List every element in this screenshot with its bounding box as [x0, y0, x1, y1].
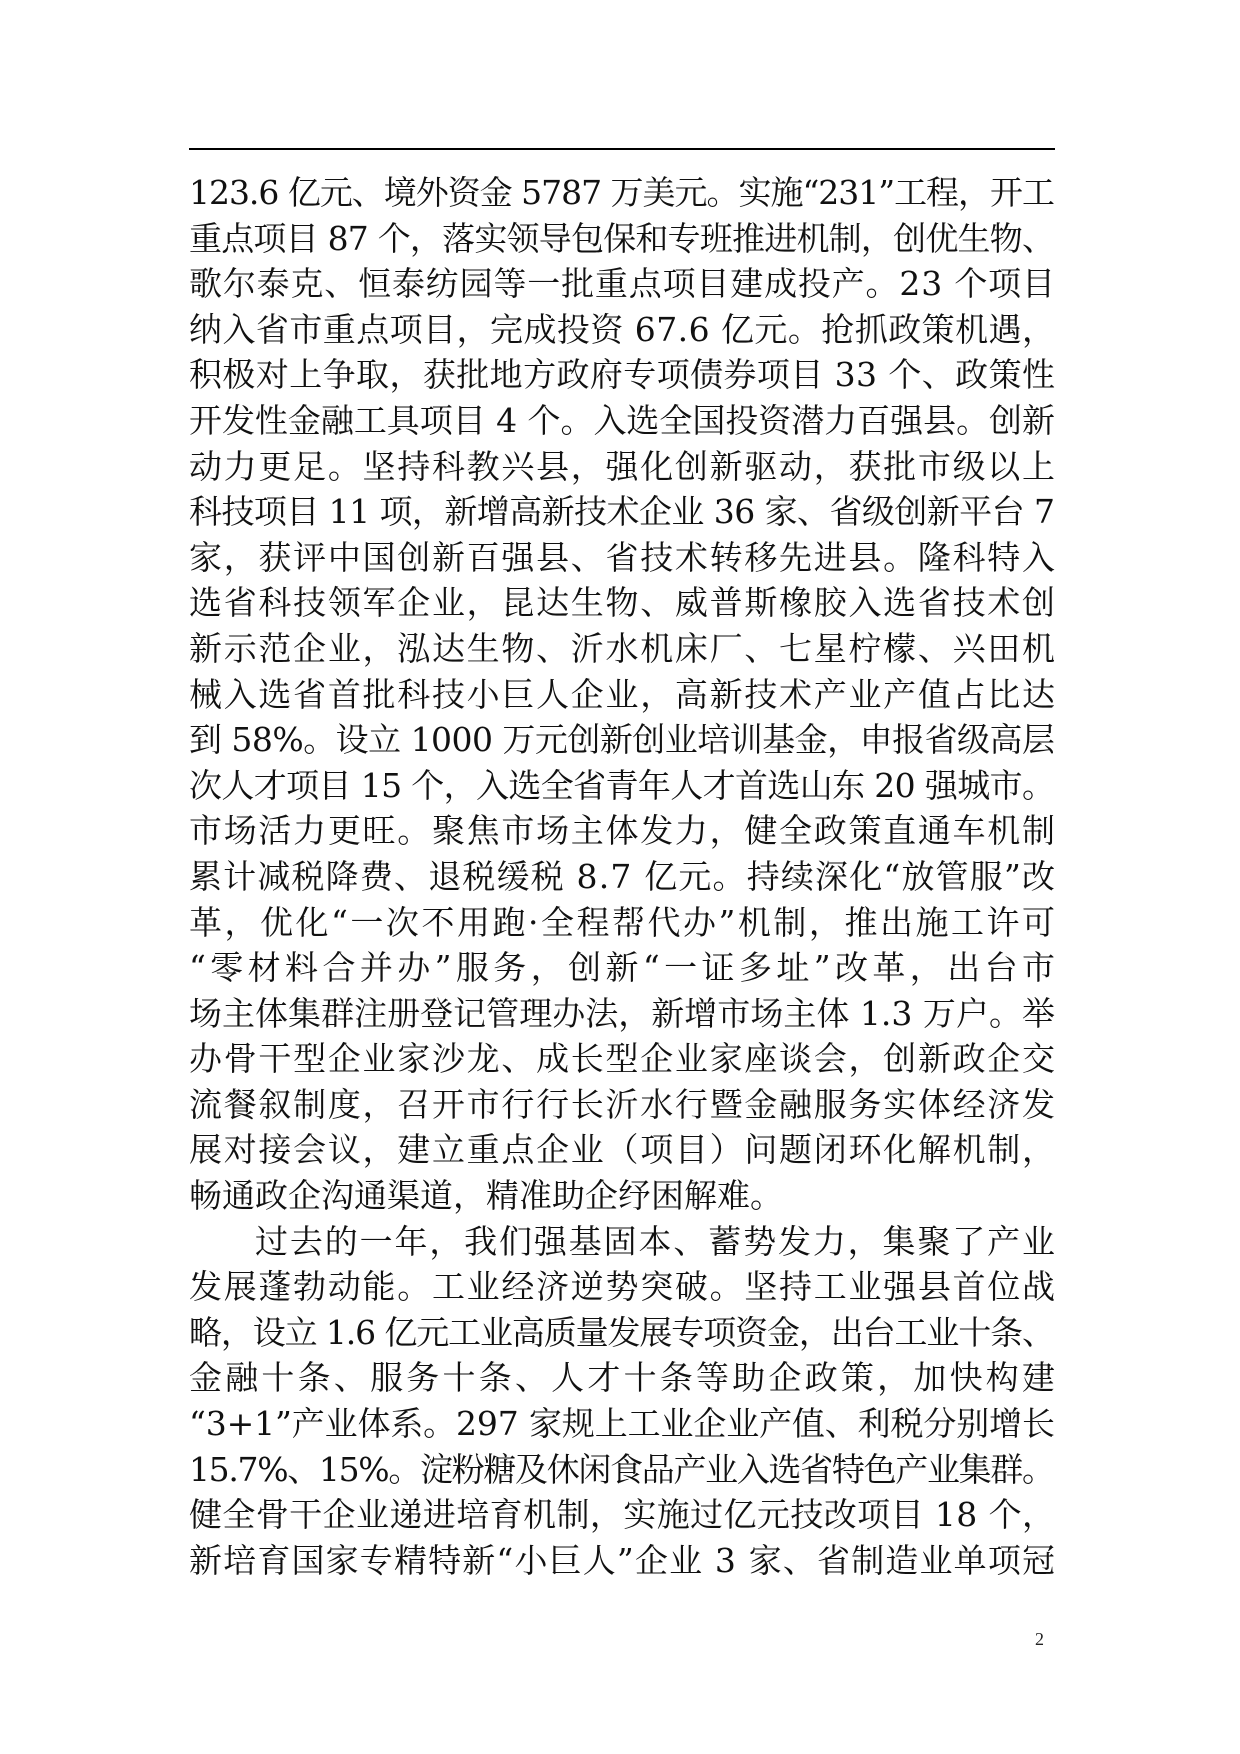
text-line: 健全骨干企业递进培育机制，实施过亿元技改项目 18 个，: [189, 1495, 1056, 1535]
text-line: 畅通政企沟通渠道，精准助企纾困解难。: [189, 1176, 783, 1216]
text-line: 金融十条、服务十条、人才十条等助企政策，加快构建: [189, 1358, 1059, 1398]
text-line: 累计减税降费、退税缓税 8.7 亿元。持续深化“放管服”改: [189, 856, 1057, 896]
text-line: 市场活力更旺。聚焦市场主体发力，健全政策直通车机制: [189, 811, 1057, 851]
text-line: 积极对上争取，获批地方政府专项债券项目 33 个、政策性: [189, 355, 1056, 395]
text-line: 歌尔泰克、恒泰纺园等一批重点项目建成投产。23 个项目: [189, 264, 1056, 304]
text-line: 选省科技领军企业，昆达生物、威普斯橡胶入选省技术创: [189, 583, 1057, 623]
page-number: 2: [1035, 1629, 1044, 1649]
text-line: 略，设立 1.6 亿元工业高质量发展专项资金，出台工业十条、: [189, 1312, 1054, 1352]
text-line: 家，获评中国创新百强县、省技术转移先进县。隆科特入: [189, 537, 1057, 577]
text-line: 15.7%、15%。淀粉糖及休闲食品产业入选省特色产业集群。: [189, 1449, 1054, 1489]
text-line: 纳入省市重点项目，完成投资 67.6 亿元。抢抓政策机遇，: [189, 309, 1056, 349]
document-body: [189, 170, 1061, 1583]
text-line: 到 58%。设立 1000 万元创新创业培训基金，申报省级高层: [189, 720, 1055, 760]
text-line: 动力更足。坚持科教兴县，强化创新驱动，获批市级以上: [189, 446, 1057, 486]
text-line: 开发性金融工具项目 4 个。入选全国投资潜力百强县。创新: [189, 400, 1055, 440]
text-line: “3+1”产业体系。297 家规上工业企业产值、利税分别增长: [189, 1404, 1055, 1444]
text-line: 发展蓬勃动能。工业经济逆势突破。坚持工业强县首位战: [189, 1267, 1057, 1307]
paragraph-first-line: 过去的一年，我们强基固本、蓄势发力，集聚了产业: [255, 1221, 1057, 1261]
text-line: “零材料合并办”服务，创新“一证多址”改革，出台市: [189, 948, 1060, 988]
text-line: 场主体集群注册登记管理办法，新增市场主体 1.3 万户。举: [189, 993, 1056, 1033]
text-line: 流餐叙制度，召开市行行长沂水行暨金融服务实体经济发: [189, 1084, 1057, 1124]
text-line: 科技项目 11 项，新增高新技术企业 36 家、省级创新平台 7: [189, 492, 1055, 532]
text-line: 革，优化“一次不用跑·全程帮代办”机制，推出施工许可: [189, 902, 1058, 942]
text-line: 重点项目 87 个，落实领导包保和专班推进机制，创优生物、: [189, 218, 1055, 258]
text-line: 次人才项目 15 个，入选全省青年人才首选山东 20 强城市。: [189, 765, 1055, 805]
text-line: 123.6 亿元、境外资金 5787 万美元。实施“231”工程，开工: [189, 173, 1054, 212]
text-line: 展对接会议，建立重点企业（项目）问题闭环化解机制，: [189, 1130, 1057, 1170]
text-line: 办骨干型企业家沙龙、成长型企业家座谈会，创新政企交: [189, 1039, 1057, 1079]
text-line: 械入选省首批科技小巨人企业，高新技术产业产值占比达: [189, 674, 1057, 714]
text-line: 新示范企业，泓达生物、沂水机床厂、七星柠檬、兴田机: [189, 628, 1057, 668]
text-line: 新培育国家专精特新“小巨人”企业 3 家、省制造业单项冠: [189, 1540, 1057, 1580]
header-rule: [189, 148, 1055, 150]
